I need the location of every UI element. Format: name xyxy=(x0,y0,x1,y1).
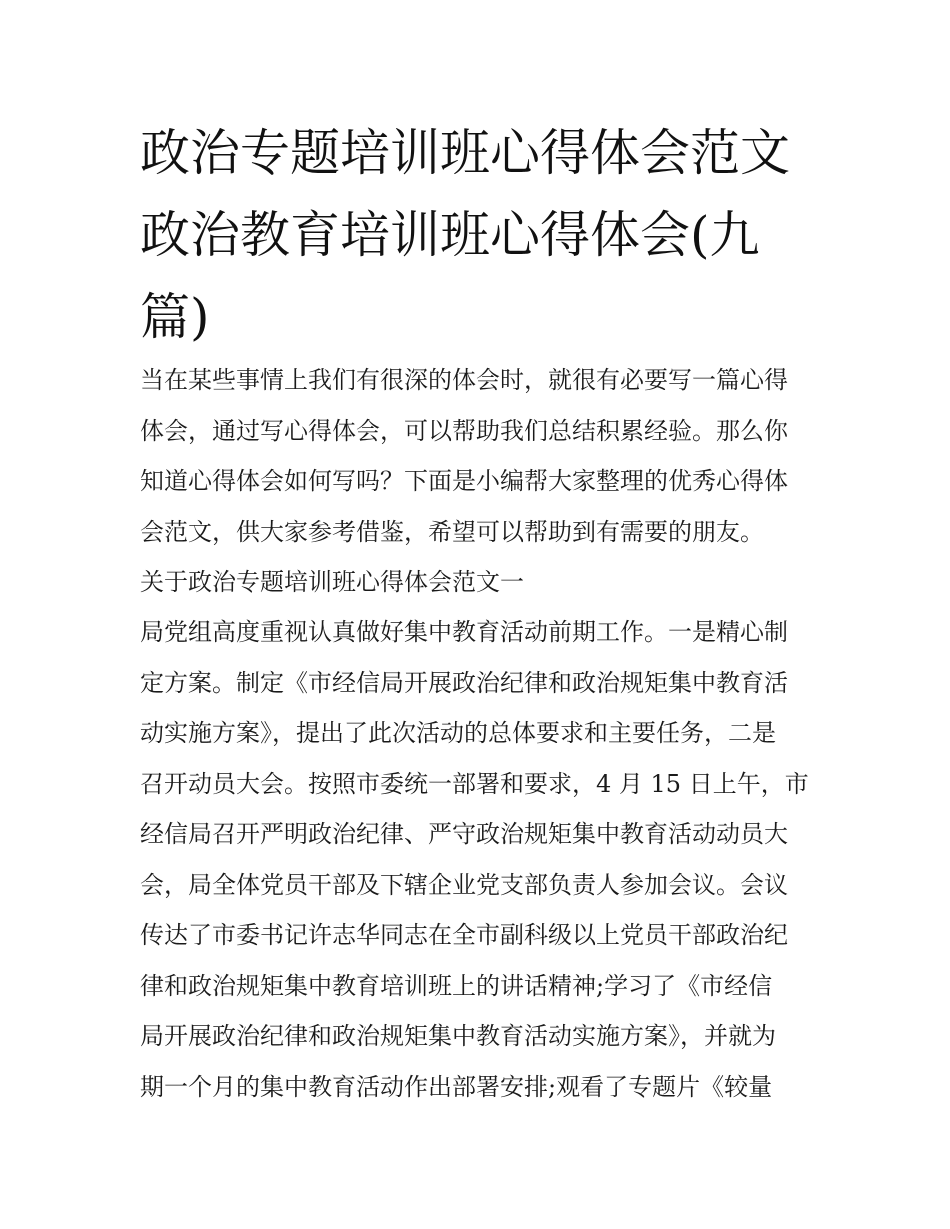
section-line: 局党组高度重视认真做好集中教育活动前期工作。一是精心制 xyxy=(140,618,788,646)
section-line: 局开展政治纪律和政治规矩集中教育活动实施方案》，并就为 xyxy=(140,1022,776,1050)
intro-line: 会范文，供大家参考借鉴，希望可以帮助到有需要的朋友。 xyxy=(140,517,764,546)
section-paragraph xyxy=(140,607,820,1112)
section-heading-text: 关于政治专题培训班心得体会范文一 xyxy=(140,568,524,596)
intro-line: 体会，通过写心得体会，可以帮助我们总结积累经验。那么你 xyxy=(140,416,788,445)
section-line: 期一个月的集中教育活动作出部署安排;观看了专题片《较量 xyxy=(140,1072,773,1101)
section-line: 定方案。制定《市经信局开展政治纪律和政治规矩集中教育活 xyxy=(140,668,788,697)
section-line: 律和政治规矩集中教育培训班上的讲话精神;学习了《市经信 xyxy=(140,971,773,1000)
section-line: 动实施方案》，提出了此次活动的总体要求和主要任务，二是 xyxy=(140,719,776,747)
title-line: 篇) xyxy=(140,288,210,346)
intro-line: 当在某些事情上我们有很深的体会时，就很有必要写一篇心得 xyxy=(140,366,788,394)
section-heading xyxy=(140,557,820,608)
section-line: 传达了市委书记许志华同志在全市副科级以上党员干部政治纪 xyxy=(140,921,788,949)
document-title xyxy=(140,112,820,358)
section-line: 会，局全体党员干部及下辖企业党支部负责人参加会议。会议 xyxy=(140,870,788,899)
intro-paragraph xyxy=(140,355,820,557)
section-line: 经信局召开严明政治纪律、严守政治规矩集中教育活动动员大 xyxy=(140,820,788,848)
section-line: 召开动员大会。按照市委统一部署和要求，4 月 15 日上午，市 xyxy=(140,769,809,798)
title-line: 政治专题培训班心得体会范文 xyxy=(140,124,790,182)
intro-line: 知道心得体会如何写吗？下面是小编帮大家整理的优秀心得体 xyxy=(140,467,788,495)
title-line: 政治教育培训班心得体会(九 xyxy=(140,206,760,264)
